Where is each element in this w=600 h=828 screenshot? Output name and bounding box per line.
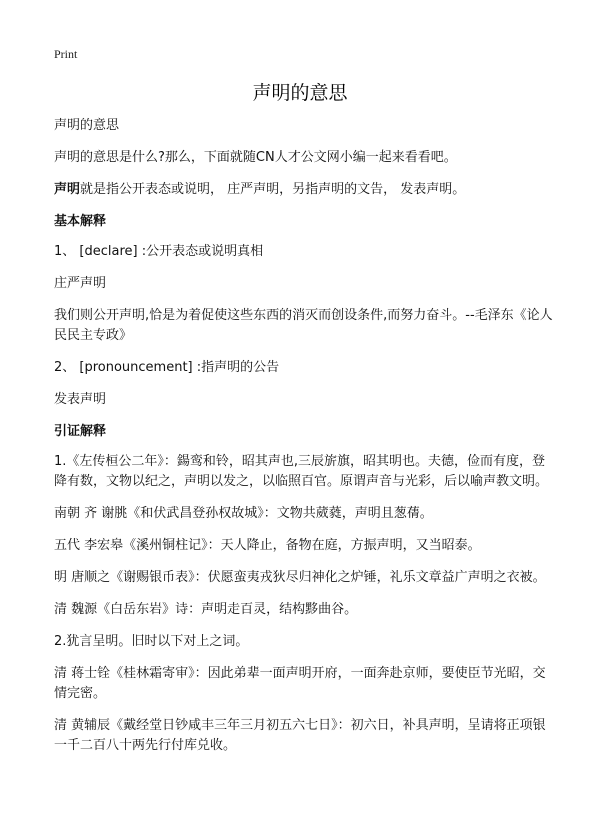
cited-item: 2.犹言呈明。旧时以下对上之词。 (54, 634, 249, 649)
definition-paragraph (54, 180, 554, 200)
definition-term: 声明 (54, 182, 81, 197)
print-link[interactable]: Print (54, 47, 78, 61)
section-heading-basic: 基本解释 (54, 214, 107, 229)
section-heading-cited: 引证解释 (54, 424, 107, 439)
cited-item: 清 魏源《白岳东岩》诗：声明走百灵，结构黟曲谷。 (54, 602, 358, 617)
cited-item: 1.《左传桓公二年》：鍚鸾和铃，昭其声也,三辰旂旗，昭其明也。夫德，俭而有度，登降有数，文物以纪之，声明以发之，以临照百官。原谓声音与光彩，后以喻声教文明。 (54, 454, 549, 489)
basic-item: 发表声明 (54, 392, 107, 407)
definition-text: 就是指公开表态或说明， 庄严声明，另指声明的文告， 发表声明。 (80, 182, 466, 197)
cited-item: 清 黄辅辰《戴经堂日钞咸丰三年三月初五六七日》：初六日，补具声明，呈请将正项银一千二百八十两先行付库兑收。 (54, 718, 546, 753)
basic-item: 1、 [declare] :公开表态或说明真相 (54, 244, 264, 259)
cited-item: 清 蒋士铨《桂林霜寄审》：因此弟辈一面声明开府，一面奔赴京师，要使臣节光昭，交情完密。 (54, 666, 546, 701)
cited-item: 南朝 齐 谢朓《和伏武昌登孙权故城》：文物共葳蕤，声明且葱蒨。 (54, 506, 433, 521)
basic-item: 2、 [pronouncement] :指声明的公告 (54, 360, 280, 375)
cited-item: 明 唐顺之《谢赐银币表》：伏愿蛮夷戎狄尽归神化之炉锤，礼乐文章益广声明之衣被。 (54, 570, 546, 585)
basic-item: 我们则公开声明,恰是为着促使这些东西的消灭而创设条件,而努力奋斗。--毛泽东《论人民民主专政》 (54, 308, 553, 343)
article-body (54, 116, 554, 768)
basic-item: 庄严声明 (54, 276, 107, 291)
page-title: 声明的意思 (252, 82, 348, 104)
article-subtitle: 声明的意思 (54, 118, 120, 133)
intro-paragraph: 声明的意思是什么?那么，下面就随CN人才公文网小编一起来看看吧。 (54, 150, 457, 165)
cited-item: 五代 李宏皋《溪州铜柱记》：天人降止，备物在庭，方振声明，又当昭泰。 (54, 538, 481, 553)
